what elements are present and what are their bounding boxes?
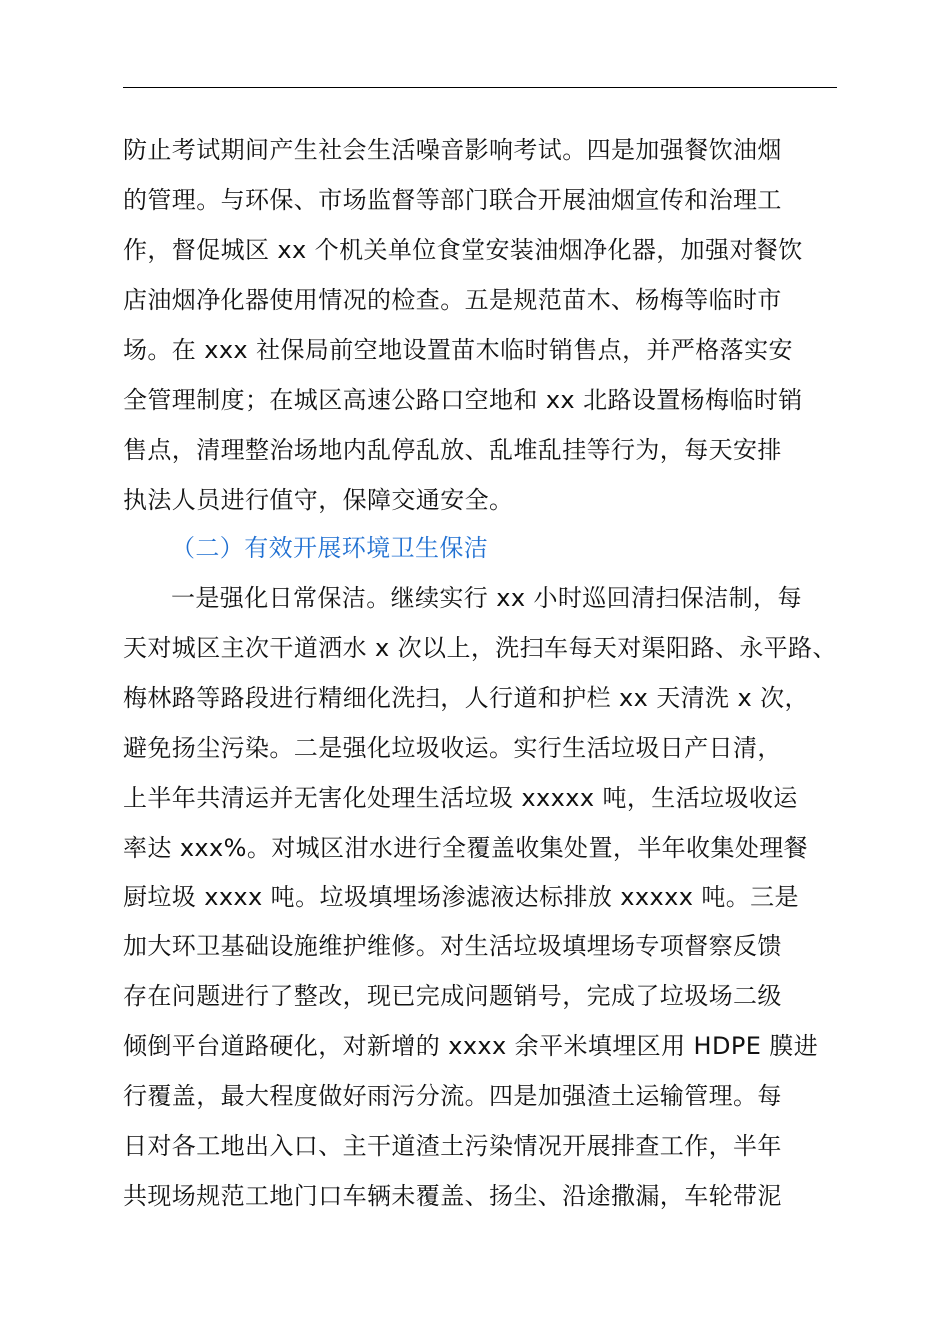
body-line: 存在问题进行了整改，现已完成问题销号，完成了垃圾场二级	[123, 982, 782, 1010]
body-line: 店油烟净化器使用情况的检查。五是规范苗木、杨梅等临时市	[123, 286, 782, 314]
body-line: 厨垃圾 xxxx 吨。垃圾填埋场渗滤液达标排放 xxxxx 吨。三是	[123, 883, 799, 911]
body-line: 率达 xxx%。对城区泔水进行全覆盖收集处置，半年收集处理餐	[123, 834, 809, 862]
section-heading: （二）有效开展环境卫生保洁	[171, 534, 489, 562]
body-line: 共现场规范工地门口车辆未覆盖、扬尘、沿途撒漏，车轮带泥	[123, 1182, 782, 1210]
body-line: 天对城区主次干道洒水 x 次以上，洗扫车每天对渠阳路、永平路、	[123, 634, 837, 662]
body-line: 场。在 xxx 社保局前空地设置苗木临时销售点，并严格落实安	[123, 336, 793, 364]
body-line: 倾倒平台道路硬化，对新增的 xxxx 余平米填埋区用 HDPE 膜进	[123, 1032, 819, 1060]
body-line: 的管理。与环保、市场监督等部门联合开展油烟宣传和治理工	[123, 186, 782, 214]
body-line: 一是强化日常保洁。继续实行 xx 小时巡回清扫保洁制，每	[171, 584, 802, 612]
body-line: 作，督促城区 xx 个机关单位食堂安装油烟净化器，加强对餐饮	[123, 236, 803, 264]
body-line: 上半年共清运并无害化处理生活垃圾 xxxxx 吨，生活垃圾收运	[123, 784, 798, 812]
body-line: 全管理制度；在城区高速公路口空地和 xx 北路设置杨梅临时销	[123, 386, 803, 414]
body-line: 日对各工地出入口、主干道渣土污染情况开展排查工作，半年	[123, 1132, 782, 1160]
body-line: 防止考试期间产生社会生活噪音影响考试。四是加强餐饮油烟	[123, 136, 782, 164]
body-line: 行覆盖，最大程度做好雨污分流。四是加强渣土运输管理。每	[123, 1082, 782, 1110]
body-line: 执法人员进行值守，保障交通安全。	[123, 486, 514, 514]
body-line: 售点，清理整治场地内乱停乱放、乱堆乱挂等行为，每天安排	[123, 436, 782, 464]
body-line: 加大环卫基础设施维护维修。对生活垃圾填埋场专项督察反馈	[123, 932, 782, 960]
header-rule	[123, 87, 837, 88]
body-line: 梅林路等路段进行精细化洗扫，人行道和护栏 xx 天清洗 x 次，	[123, 684, 809, 712]
body-line: 避免扬尘污染。二是强化垃圾收运。实行生活垃圾日产日清，	[123, 734, 782, 762]
